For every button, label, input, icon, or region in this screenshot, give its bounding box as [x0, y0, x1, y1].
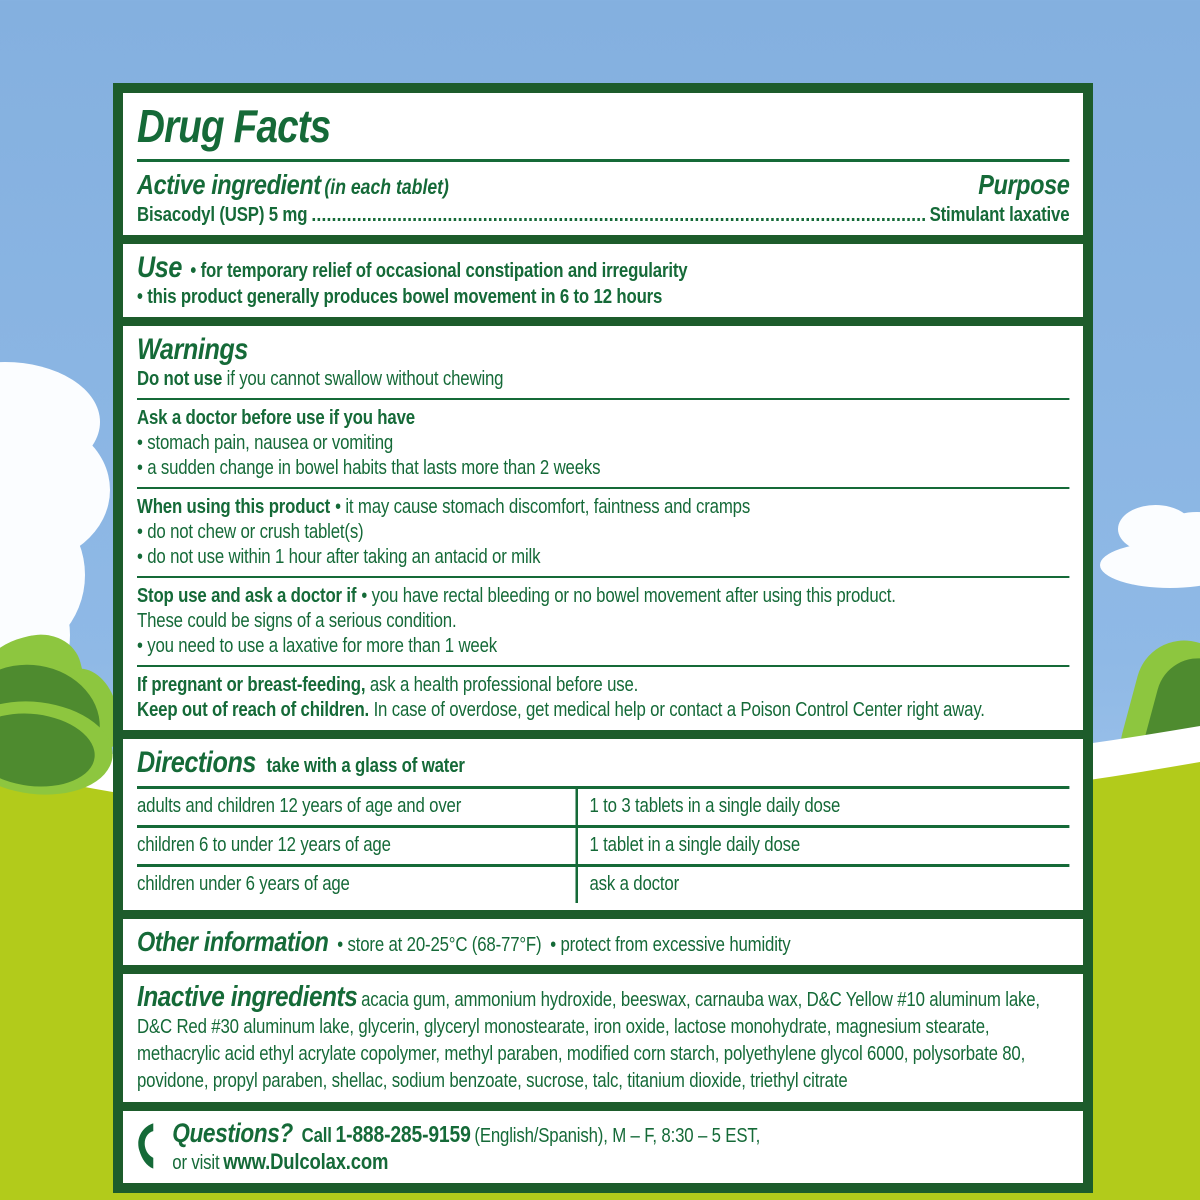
- drug-facts-label: [113, 83, 1093, 1193]
- purpose-heading: Purpose: [978, 169, 1070, 200]
- phone-number: 1-888-285-9159: [335, 1121, 471, 1147]
- dose-cell: ask a doctor: [575, 867, 1069, 903]
- warnings-heading: Warnings: [137, 333, 248, 366]
- use-heading: Use: [137, 251, 182, 284]
- list-item: • do not chew or crush tablet(s): [137, 520, 1069, 545]
- call-suffix: (English/Spanish), M – F, 8:30 – 5 EST,: [474, 1125, 761, 1147]
- directions-heading: Directions: [137, 746, 257, 779]
- do-not-use-bold: Do not use: [137, 368, 223, 390]
- stop-use-inline: • you have rectal bleeding or no bowel movement after using this product.: [356, 585, 895, 607]
- questions-heading: Questions?: [172, 1118, 293, 1148]
- divider: [137, 159, 1069, 162]
- when-using-inline: • it may cause stomach discomfort, faintness and cramps: [330, 496, 750, 518]
- dotted-leader: [312, 218, 924, 221]
- divider: [137, 665, 1069, 667]
- stop-use-line2: These could be signs of a serious condition.: [137, 610, 457, 632]
- visit-prefix: or visit: [172, 1152, 220, 1174]
- age-cell: children under 6 years of age: [137, 873, 350, 895]
- list-item: • do not use within 1 hour after taking an antacid or milk: [137, 545, 1069, 570]
- active-ingredient-heading: Active ingredient: [137, 169, 321, 200]
- when-using-bold: When using this product: [137, 496, 331, 518]
- keep-out-rest: In case of overdose, get medical help or contact a Poison Control Center right away.: [369, 699, 985, 721]
- active-ingredient-qualifier: (in each tablet): [324, 176, 449, 199]
- divider: [137, 398, 1069, 400]
- directions-panel: [123, 739, 1083, 910]
- table-row: [137, 825, 1069, 864]
- list-item: • you need to use a laxative for more than 1 week: [137, 634, 1069, 659]
- stop-use-bold: Stop use and ask a doctor if: [137, 585, 357, 607]
- inactive-ingredients-list: acacia gum, ammonium hydroxide, beeswax, carnauba wax, D&C Yellow #10 aluminum lake, D&C Red #30 aluminum lake, glycerin, glyceryl monostearate, iron oxide, lactose monohydrate, magnesium stearate, methacrylic acid ethyl acrylate copolymer, methyl paraben, modified corn starch, polyethylene glycol 6000, polysorbate 80, povidone, propyl paraben, shellac, sodium benzoate, sucrose, talc, titanium dioxide, triethyl citrate: [137, 989, 1040, 1092]
- other-information-panel: [123, 919, 1083, 965]
- page-title: Drug Facts: [137, 100, 331, 152]
- divider: [137, 487, 1069, 489]
- call-prefix: Call: [301, 1125, 332, 1147]
- directions-subheading: take with a glass of water: [266, 755, 465, 777]
- age-cell: children 6 to under 12 years of age: [137, 834, 391, 856]
- use-line2: • this product generally produces bowel movement in 6 to 12 hours: [137, 285, 1069, 310]
- divider: [137, 576, 1069, 578]
- table-row: [137, 864, 1069, 903]
- list-item: • stomach pain, nausea or vomiting: [137, 431, 1069, 456]
- other-info-humidity: • protect from excessive humidity: [545, 934, 790, 956]
- pregnant-bold: If pregnant or breast-feeding,: [137, 674, 366, 696]
- keep-out-bold: Keep out of reach of children.: [137, 699, 370, 721]
- directions-table: [137, 786, 1069, 903]
- list-item: • a sudden change in bowel habits that lasts more than 2 weeks: [137, 456, 1069, 481]
- pregnant-rest: ask a health professional before use.: [365, 674, 639, 696]
- ingredient-name: Bisacodyl (USP) 5 mg: [137, 204, 308, 226]
- warnings-panel: [123, 326, 1083, 730]
- website-url: www.Dulcolax.com: [223, 1149, 389, 1174]
- purpose-value: Stimulant laxative: [929, 204, 1070, 226]
- inactive-ingredients-panel: [123, 974, 1083, 1102]
- dose-cell: 1 tablet in a single daily dose: [575, 828, 1069, 864]
- do-not-use-rest: if you cannot swallow without chewing: [222, 368, 504, 390]
- header-panel: [123, 93, 1083, 235]
- age-cell: adults and children 12 years of age and over: [137, 795, 462, 817]
- use-panel: [123, 244, 1083, 317]
- inactive-ingredients-heading: Inactive ingredients: [137, 981, 358, 1013]
- use-line1: • for temporary relief of occasional constipation and irregularity: [185, 259, 687, 284]
- questions-panel: [123, 1111, 1083, 1183]
- dose-cell: 1 to 3 tablets in a single daily dose: [575, 789, 1069, 825]
- other-info-storage: • store at 20-25°C (68-77°F): [332, 934, 541, 956]
- ask-doctor-bold: Ask a doctor before use if you have: [137, 407, 415, 429]
- table-row: [137, 786, 1069, 825]
- phone-icon: [137, 1122, 161, 1170]
- other-information-heading: Other information: [137, 926, 329, 957]
